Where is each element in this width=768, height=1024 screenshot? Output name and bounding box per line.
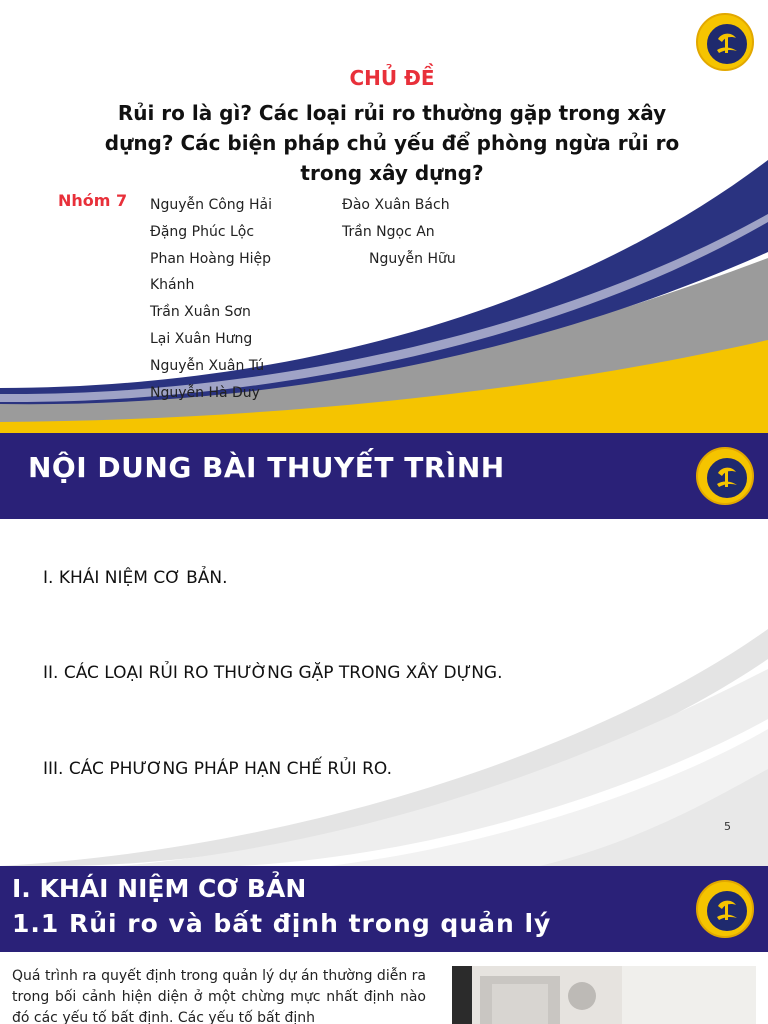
member-name: Nguyễn Xuân Tú [150, 358, 265, 374]
member-name: Nguyễn Hữu [369, 251, 456, 267]
member-name: Lại Xuân Hưng [150, 331, 253, 347]
toc-item: III. CÁC PHƯƠNG PHÁP HẠN CHẾ RỦI RO. [43, 759, 392, 779]
group-label: Nhóm 7 [58, 191, 128, 210]
subsection-heading: 1.1 Rủi ro và bất định trong quản lý [12, 909, 552, 938]
member-name: Nguyễn Hà Duy [150, 385, 260, 401]
member-name: Phan Hoàng Hiệp [150, 251, 272, 267]
member-name: Đào Xuân Bách [342, 197, 450, 213]
university-logo [696, 447, 754, 505]
slide-header [0, 433, 768, 519]
slide-title: NỘI DUNG BÀI THUYẾT TRÌNH [28, 451, 505, 484]
decorative-waves [0, 0, 768, 433]
section-heading: I. KHÁI NIỆM CƠ BẢN [12, 874, 307, 903]
slide-title: Rủi ro là gì? Các loại rủi ro thường gặp trong xây dựng? Các biện pháp chủ yếu để phòng ngừa rủi ro trong xây dựng? [104, 101, 680, 185]
contents-slide [0, 433, 768, 866]
member-name: Đặng Phúc Lộc [150, 224, 255, 240]
slide-header [0, 866, 768, 952]
illustration-photo [452, 966, 756, 1024]
member-name: Trần Ngọc An [342, 224, 435, 240]
university-logo [696, 13, 754, 71]
body-text: Quá trình ra quyết định trong quản lý dự án thường diễn ra trong bối cảnh hiện diện ở một chừng mực nhất định nào đó các yếu tố bất định. Các yếu tố bất định [12, 968, 426, 1024]
toc-item: I. KHÁI NIỆM CƠ BẢN. [43, 568, 228, 588]
university-logo [696, 880, 754, 938]
page-number: 5 [724, 820, 731, 833]
toc-item: II. CÁC LOẠI RỦI RO THƯỜNG GẶP TRONG XÂY DỰNG. [43, 663, 503, 683]
member-name: Nguyễn Công Hải [150, 197, 273, 213]
member-name: Khánh [150, 277, 195, 293]
section-slide [0, 866, 768, 1024]
topic-label: CHỦ ĐỀ [349, 66, 435, 90]
title-slide [0, 0, 768, 433]
member-name: Trần Xuân Sơn [150, 304, 251, 320]
